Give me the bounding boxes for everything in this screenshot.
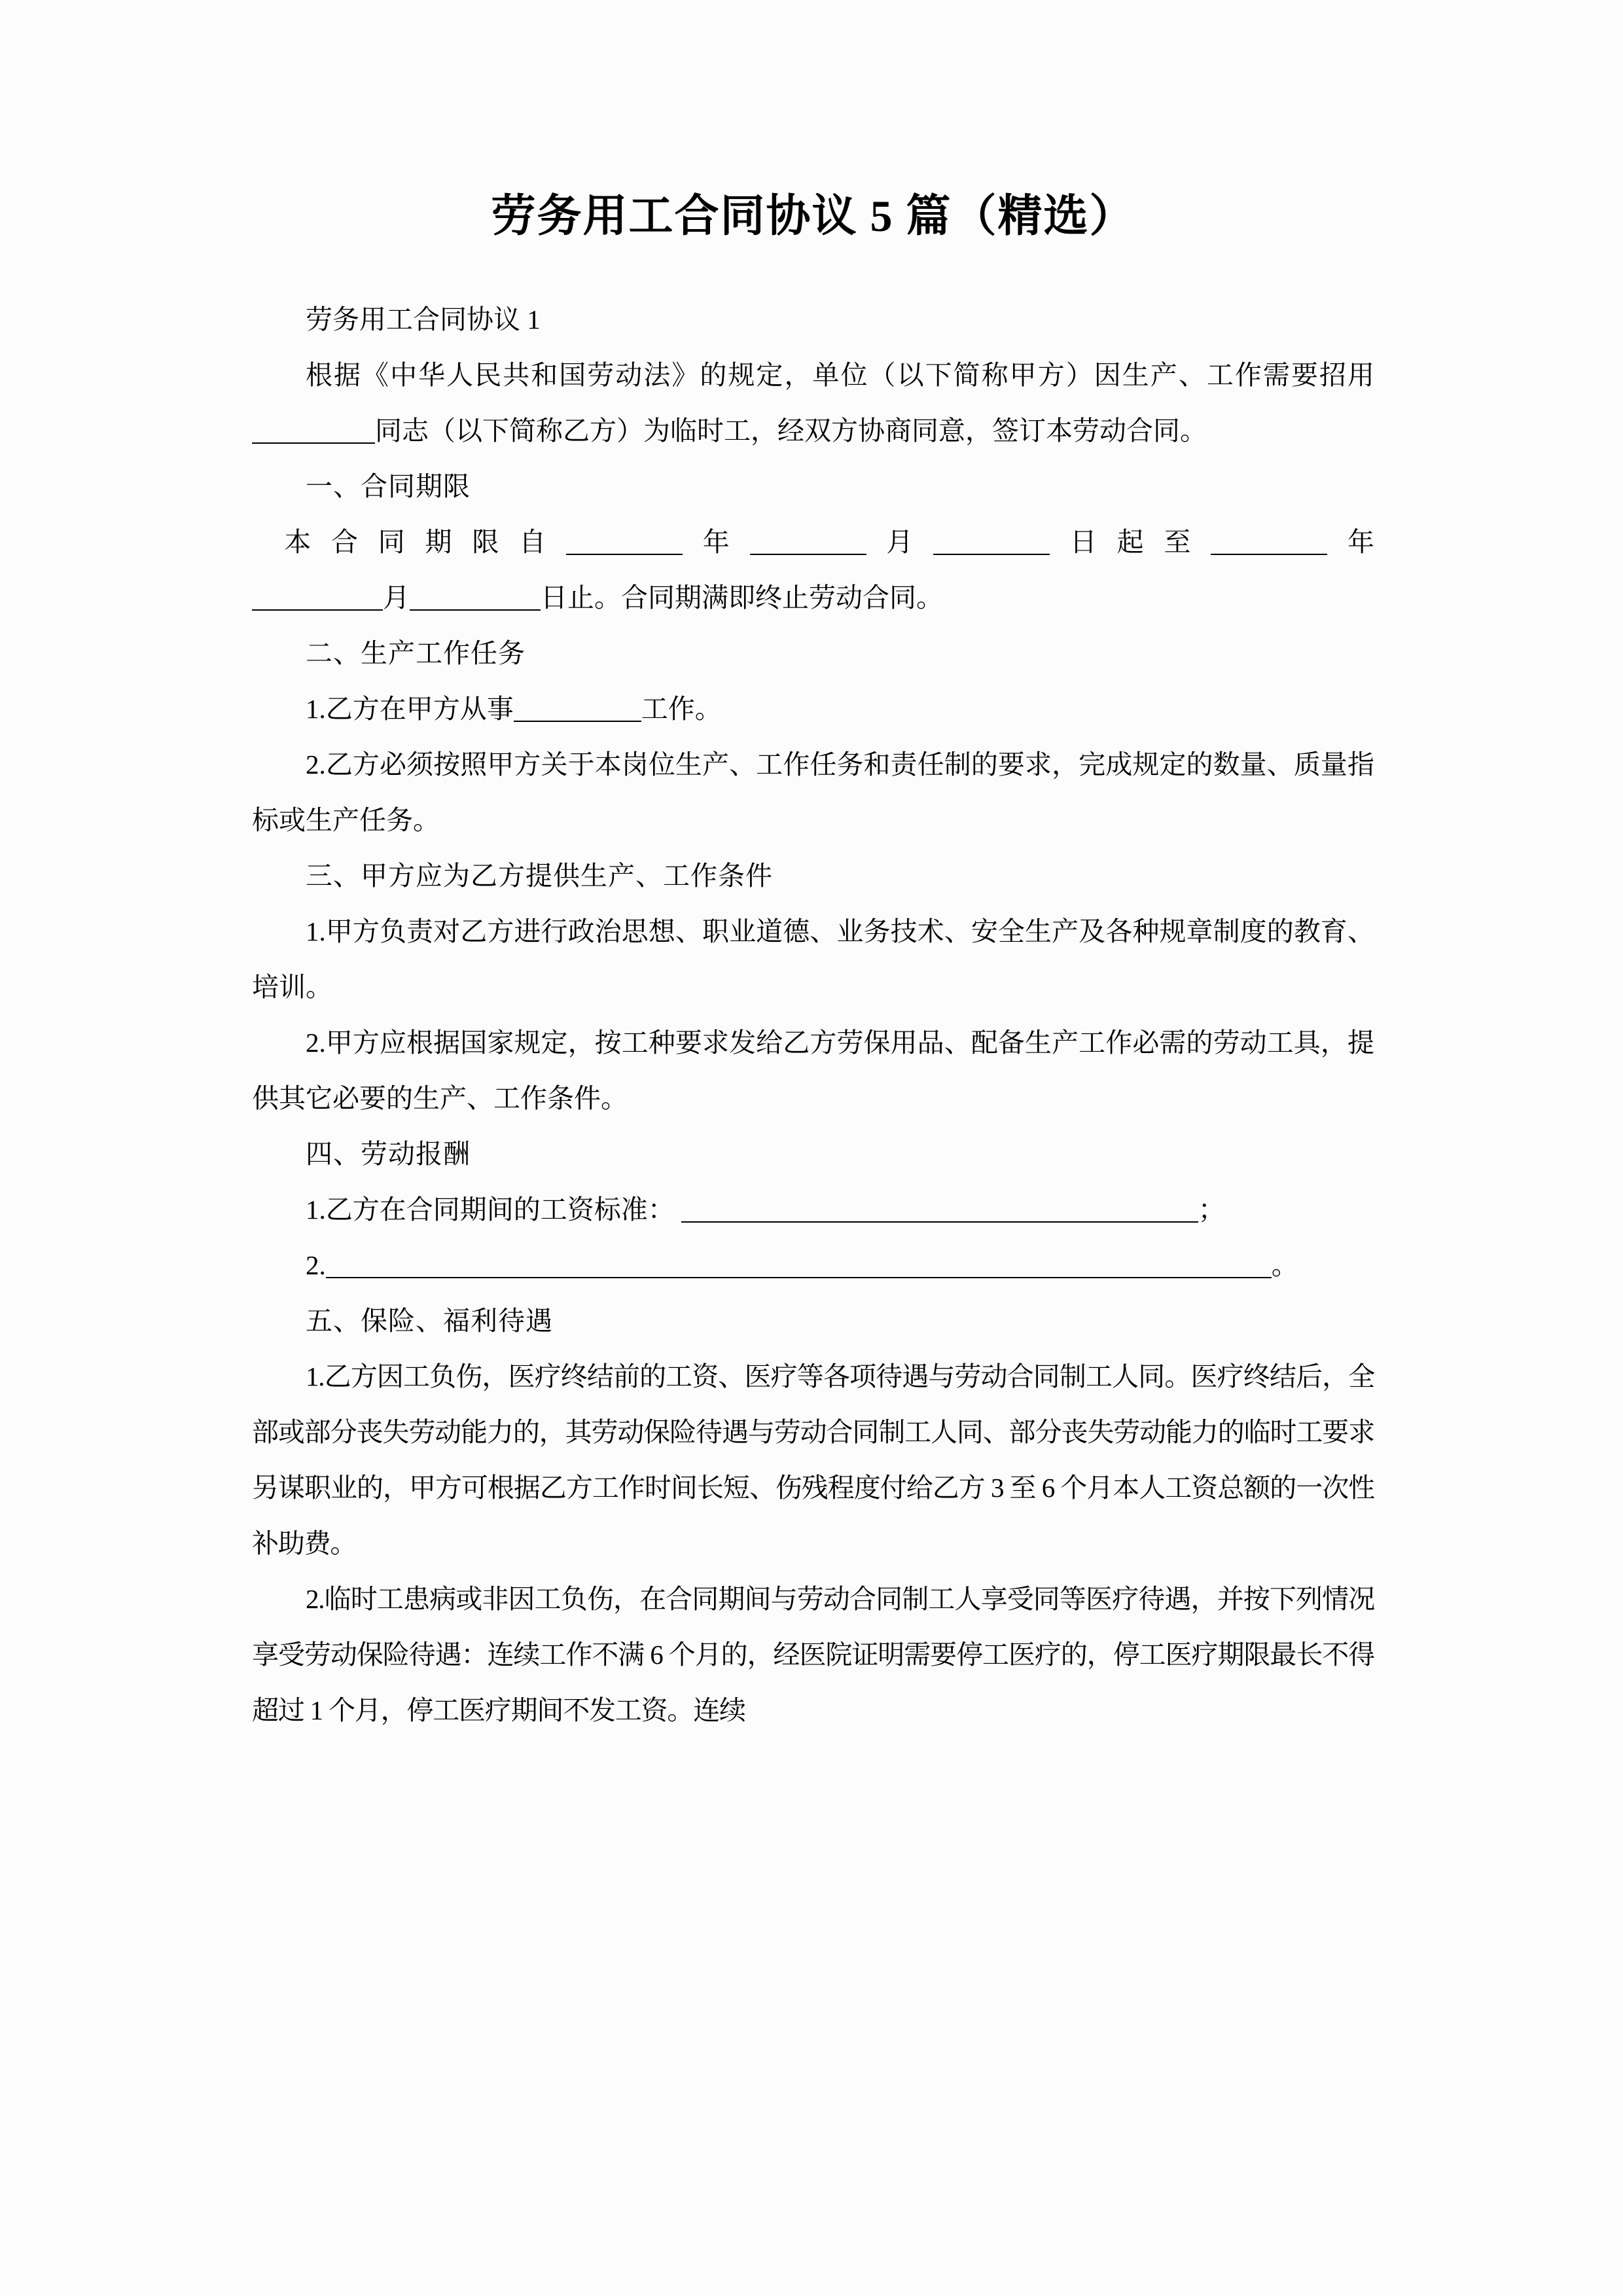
item-number-5-1: 1.	[306, 1361, 325, 1391]
unit-month-1: 月	[866, 526, 934, 557]
wage-punct: ；	[1198, 1194, 1225, 1225]
wage-label: 乙方在合同期间的工资标准：	[325, 1194, 675, 1225]
start-month-blank[interactable]	[750, 525, 866, 555]
item-number-5-2: 2.	[306, 1583, 325, 1614]
unit-month-2: 月	[383, 582, 410, 613]
page-title: 劳务用工合同协议 5 篇（精选）	[491, 191, 1135, 241]
section-4-item-1	[252, 1182, 1374, 1238]
item-number-2-2: 2.	[306, 749, 326, 780]
section-heading-3: 三、甲方应为乙方提供生产、工作条件	[306, 860, 773, 891]
item-number-3-2: 2.	[306, 1027, 326, 1058]
item-text-3-2: 甲方应根据国家规定，按工种要求发给乙方劳保用品、配备生产工作必需的劳动工具，提供其它必要的生产、工作条件。	[252, 1027, 1374, 1113]
item-text-5-2: 临时工患病或非因工负伤，在合同期间与劳动合同制工人享受同等医疗待遇，并按下列情况享受劳动保险待遇：连续工作不满 6 个月的，经医院证明需要停工医疗的，停工医疗期限最长不得超过 1 个月，停工医疗期间不发工资。连续	[252, 1583, 1374, 1725]
end-day-blank[interactable]	[410, 581, 541, 611]
section-3-item-2	[252, 1015, 1374, 1126]
section-heading-4: 四、劳动报酬	[306, 1138, 471, 1169]
item-number-3-1: 1.	[306, 916, 326, 946]
start-day-blank[interactable]	[933, 525, 1050, 555]
item-text-5-1: 乙方因工负伤，医疗终结前的工资、医疗等各项待遇与劳动合同制工人同。医疗终结后，全部或部分丧失劳动能力的，其劳动保险待遇与劳动合同制工人同、部分丧失劳动能力的临时工要求另谋职业的，甲方可根据乙方工作时间长短、伤残程度付给乙方 3 至 6 个月本人工资总额的一次性补助费。	[252, 1361, 1374, 1558]
item-number-4-2: 2.	[306, 1249, 326, 1280]
employee-name-blank[interactable]	[252, 414, 375, 444]
section-3-item-1	[252, 904, 1374, 1015]
document-content	[252, 0, 1374, 1738]
end-month-blank[interactable]	[252, 581, 383, 611]
additional-terms-blank[interactable]	[326, 1248, 1272, 1278]
period-lead: 本合同期限自	[284, 526, 566, 557]
section-4-item-2	[252, 1238, 1374, 1293]
end-year-blank[interactable]	[1211, 525, 1327, 555]
section-heading-1: 一、合同期限	[306, 471, 471, 501]
section-heading-2: 二、生产工作任务	[306, 637, 526, 668]
intro-text-before: 根据《中华人民共和国劳动法》的规定，单位（以下简称甲方）因生产、工作需要招用	[306, 359, 1374, 390]
period-tail: 日止。合同期满即终止劳动合同。	[541, 582, 943, 613]
article-label: 劳务用工合同协议 1	[306, 304, 541, 334]
additional-terms-punct: 。	[1271, 1249, 1298, 1280]
contract-period-line-1	[252, 514, 1374, 570]
wage-standard-blank[interactable]	[681, 1193, 1198, 1223]
start-year-blank[interactable]	[566, 525, 683, 555]
contract-period-line-2	[252, 570, 1374, 626]
section-5-item-2	[252, 1571, 1374, 1738]
item-text-after-blank-2-1: 工作。	[641, 693, 722, 724]
intro-paragraph	[252, 348, 1374, 459]
item-number-4-1: 1.	[306, 1194, 326, 1225]
item-text-2-2: 乙方必须按照甲方关于本岗位生产、工作任务和责任制的要求，完成规定的数量、质量指标或生产任务。	[252, 749, 1374, 835]
unit-year-1: 年	[682, 526, 750, 557]
item-text-3-1: 甲方负责对乙方进行政治思想、职业道德、业务技术、安全生产及各种规章制度的教育、培训。	[252, 916, 1374, 1002]
intro-text-after: 同志（以下简称乙方）为临时工，经双方协商同意，签订本劳动合同。	[375, 415, 1207, 446]
item-text-before-blank-2-1: 乙方在甲方从事	[325, 693, 514, 724]
section-5-item-1	[252, 1349, 1374, 1571]
job-position-blank[interactable]	[514, 692, 641, 722]
section-heading-5: 五、保险、福利待遇	[306, 1305, 553, 1336]
section-2-item-1	[252, 681, 1374, 737]
item-number-2-1: 1.	[306, 693, 326, 724]
unit-year-2: 年	[1327, 526, 1375, 557]
unit-day-1: 日起至	[1050, 526, 1211, 557]
section-2-item-2	[252, 737, 1374, 848]
